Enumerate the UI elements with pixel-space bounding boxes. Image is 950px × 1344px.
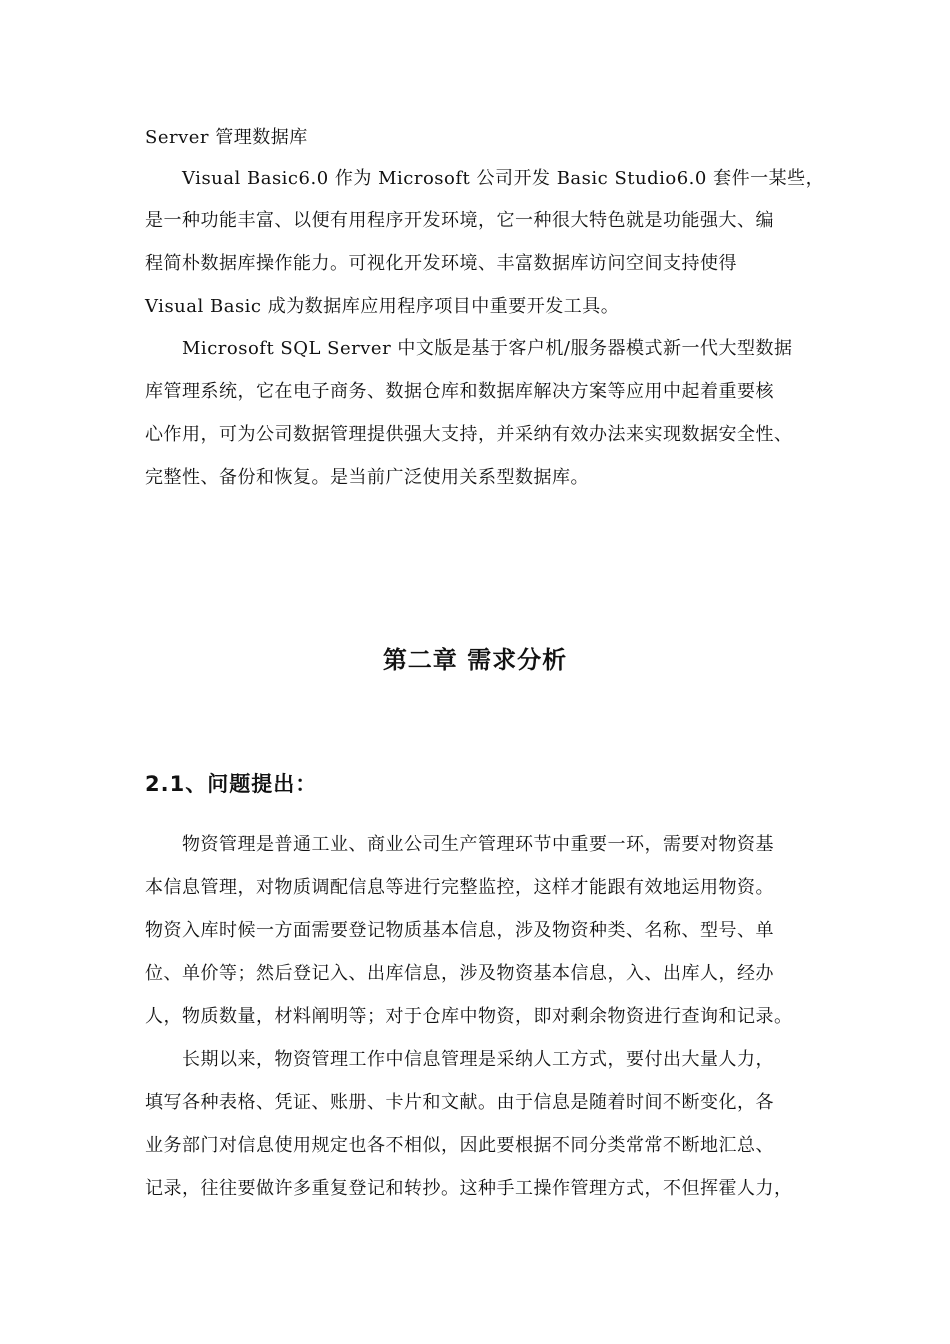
paragraph-line: Microsoft SQL Server 中文版是基于客户机/服务器模式新一代大型数据 [182, 338, 793, 359]
paragraph-line: Visual Basic 成为数据库应用程序项目中重要开发工具。 [145, 296, 620, 317]
paragraph-line: 物资入库时候一方面需要登记物质基本信息，涉及物资种类、名称、型号、单 [145, 920, 774, 941]
paragraph-line: 业务部门对信息使用规定也各不相似，因此要根据不同分类常常不断地汇总、 [145, 1135, 774, 1156]
paragraph-line: 长期以来，物资管理工作中信息管理是采纳人工方式，要付出大量人力， [182, 1049, 774, 1070]
section-title: 2.1、问题提出： [145, 772, 318, 796]
paragraph-line: 本信息管理，对物质调配信息等进行完整监控，这样才能跟有效地运用物资。 [145, 877, 774, 898]
paragraph-line: 记录，往往要做许多重复登记和转抄。这种手工操作管理方式，不但挥霍人力， [145, 1178, 793, 1199]
paragraph-line: Server 管理数据库 [145, 127, 308, 148]
paragraph-line: 位、单价等；然后登记入、出库信息，涉及物资基本信息，入、出库人，经办 [145, 963, 774, 984]
paragraph-line: 程简朴数据库操作能力。可视化开发环境、丰富数据库访问空间支持使得 [145, 253, 737, 274]
paragraph-line: 完整性、备份和恢复。是当前广泛使用关系型数据库。 [145, 467, 589, 488]
paragraph-line: Visual Basic6.0 作为 Microsoft 公司开发 Basic Studio6.0 套件一某些， [182, 168, 825, 189]
paragraph-line: 心作用，可为公司数据管理提供强大支持，并采纳有效办法来实现数据安全性、 [145, 424, 793, 445]
chapter-title: 第二章 需求分析 [382, 646, 568, 674]
paragraph-line: 库管理系统，它在电子商务、数据仓库和数据库解决方案等应用中起着重要核 [145, 381, 774, 402]
paragraph-line: 物资管理是普通工业、商业公司生产管理环节中重要一环，需要对物资基 [182, 834, 774, 855]
paragraph-line: 人，物质数量，材料阐明等；对于仓库中物资，即对剩余物资进行查询和记录。 [145, 1006, 793, 1027]
paragraph-line: 是一种功能丰富、以便有用程序开发环境，它一种很大特色就是功能强大、编 [145, 210, 774, 231]
paragraph-line: 填写各种表格、凭证、账册、卡片和文献。由于信息是随着时间不断变化，各 [145, 1092, 774, 1113]
